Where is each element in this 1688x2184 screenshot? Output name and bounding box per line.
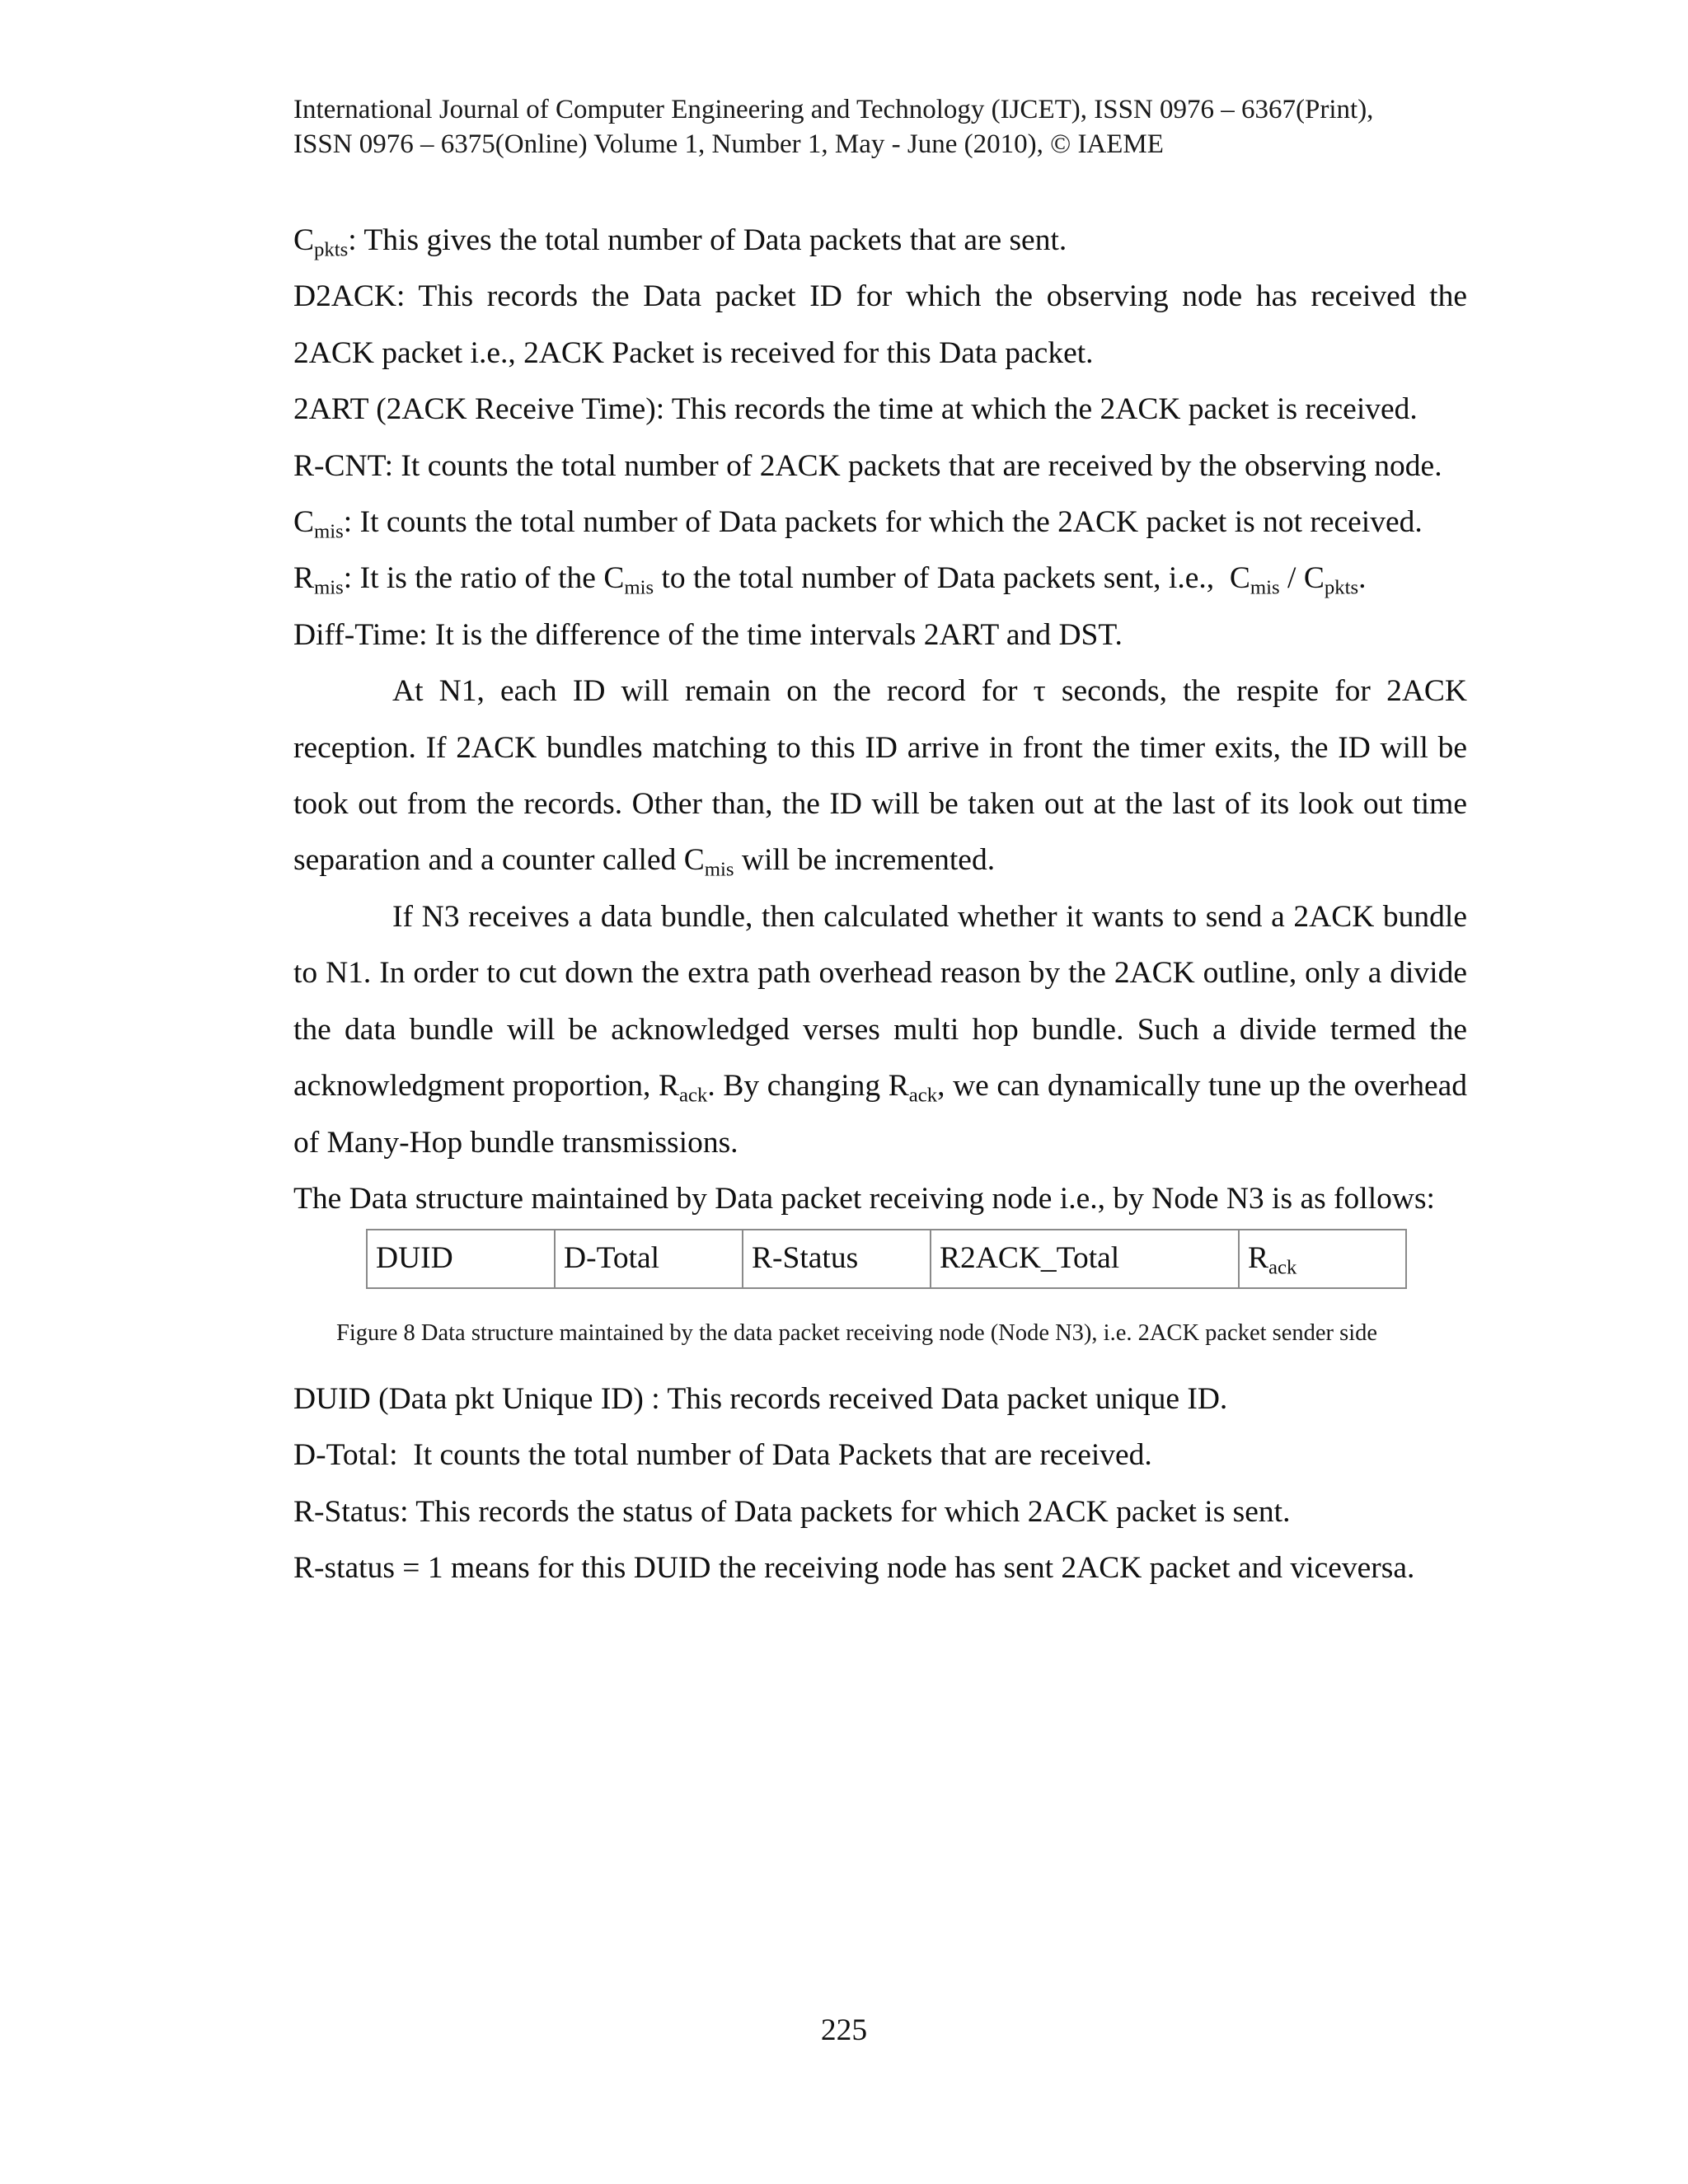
subscript-mis: mis: [314, 576, 344, 599]
table-cell-d-total: D-Total: [555, 1230, 743, 1287]
subscript-ack: ack: [679, 1084, 708, 1107]
para-difftime: Diff-Time: It is the difference of the time intervals 2ART and DST.: [293, 617, 1123, 652]
n3-text-1: If N3 receives a data bundle, then calculated whether it wants to send a 2ACK bundle to N1. In order to cut down the extra path overhead reason by the 2ACK outline, only a divide the data bundle will be acknowledged verses multi hop bundle. Such a divide termed the acknowledgment proportion,: [293, 899, 1467, 1104]
para-structure: The Data structure maintained by Data packet receiving node i.e., by Node N3 is as follows:: [293, 1181, 1435, 1216]
para-2art: 2ART (2ACK Receive Time): This records the time at which the 2ACK packet is received.: [293, 392, 1418, 427]
para-cmis: [293, 494, 1467, 551]
symbol-r: R: [659, 1069, 680, 1104]
table-cell-duid: DUID: [367, 1230, 555, 1287]
rmis-text-3: /: [1279, 561, 1304, 596]
cpkts-text: : This gives the total number of Data packets that are sent.: [348, 223, 1067, 257]
data-structure-table-wrap: [366, 1229, 1467, 1288]
page-number: 225: [820, 2013, 868, 2047]
rmis-text-1: : It is the ratio of the: [343, 561, 604, 596]
symbol-c: C: [603, 561, 625, 596]
subscript-ack: ack: [1268, 1256, 1297, 1279]
symbol-r: R: [888, 1069, 909, 1104]
data-structure-table: [366, 1229, 1407, 1288]
table-row: [367, 1230, 1406, 1287]
para-rmis: [293, 551, 1467, 607]
rmis-text-4: .: [1358, 561, 1367, 596]
subscript-ack: ack: [908, 1084, 938, 1107]
para-rstatus-value: R-status = 1 means for this DUID the receiving node has sent 2ACK packet and viceversa.: [293, 1550, 1415, 1585]
rmis-text-2: to the total number of Data packets sent, i.e.,: [654, 561, 1230, 596]
subscript-mis: mis: [1250, 576, 1280, 599]
symbol-c: C: [293, 505, 315, 540]
para-n1: [293, 663, 1467, 889]
para-rcnt: R-CNT: It counts the total number of 2ACK packets that are received by the observing node.: [293, 448, 1442, 483]
para-d2ack: D2ACK: This records the Data packet ID for which the observing node has received the 2ACK packet i.e., 2ACK Packet is received for this Data packet.: [293, 279, 1467, 370]
subscript-mis: mis: [624, 576, 654, 599]
n1-text-2: will be incremented.: [734, 843, 996, 878]
symbol-c: C: [1229, 561, 1250, 596]
subscript-mis: mis: [314, 520, 344, 543]
para-duid: DUID (Data pkt Unique ID) : This records received Data packet unique ID.: [293, 1381, 1228, 1416]
symbol-r: R: [1248, 1241, 1269, 1276]
table-cell-r2ack-total: R2ACK_Total: [931, 1230, 1239, 1287]
subscript-mis: mis: [704, 858, 734, 881]
header-line-1: International Journal of Computer Engineering and Technology (IJCET), ISSN 0976 – 6367(Print),: [293, 95, 1374, 124]
n3-text-3: , we can dynamically tune up the overhead of Many-Hop bundle transmissions.: [293, 1069, 1467, 1160]
symbol-r: R: [293, 561, 315, 596]
journal-header: [293, 92, 1464, 162]
n3-text-2: . By changing: [707, 1069, 889, 1104]
para-dtotal: D-Total: It counts the total number of Data Packets that are received.: [293, 1438, 1152, 1473]
n1-text-1: At N1, each ID will remain on the record for τ seconds, the respite for 2ACK reception. If 2ACK bundles matching to this ID arrive in front the timer exits, the ID will be took out from the records. Other than, the ID will be taken out at the last of its look out time separation and a counter called: [293, 674, 1467, 878]
header-line-2: ISSN 0976 – 6375(Online) Volume 1, Number 1, May - June (2010), © IAEME: [293, 129, 1164, 159]
para-rstatus: R-Status: This records the status of Data packets for which 2ACK packet is sent.: [293, 1494, 1291, 1529]
figure-caption: Figure 8 Data structure maintained by the data packet receiving node (Node N3), i.e. 2ACK packet sender side: [336, 1319, 1378, 1346]
symbol-c: C: [683, 843, 705, 878]
subscript-pkts: pkts: [314, 238, 349, 261]
subscript-pkts: pkts: [1324, 576, 1359, 599]
table-cell-rack: [1239, 1230, 1406, 1287]
page-body: [293, 213, 1467, 1596]
cmis-text: : It counts the total number of Data packets for which the 2ACK packet is not received.: [343, 505, 1423, 540]
para-cpkts: [293, 213, 1467, 269]
para-n3: [293, 889, 1467, 1171]
table-cell-r-status: R-Status: [743, 1230, 931, 1287]
symbol-c: C: [293, 223, 315, 257]
symbol-c: C: [1303, 561, 1325, 596]
